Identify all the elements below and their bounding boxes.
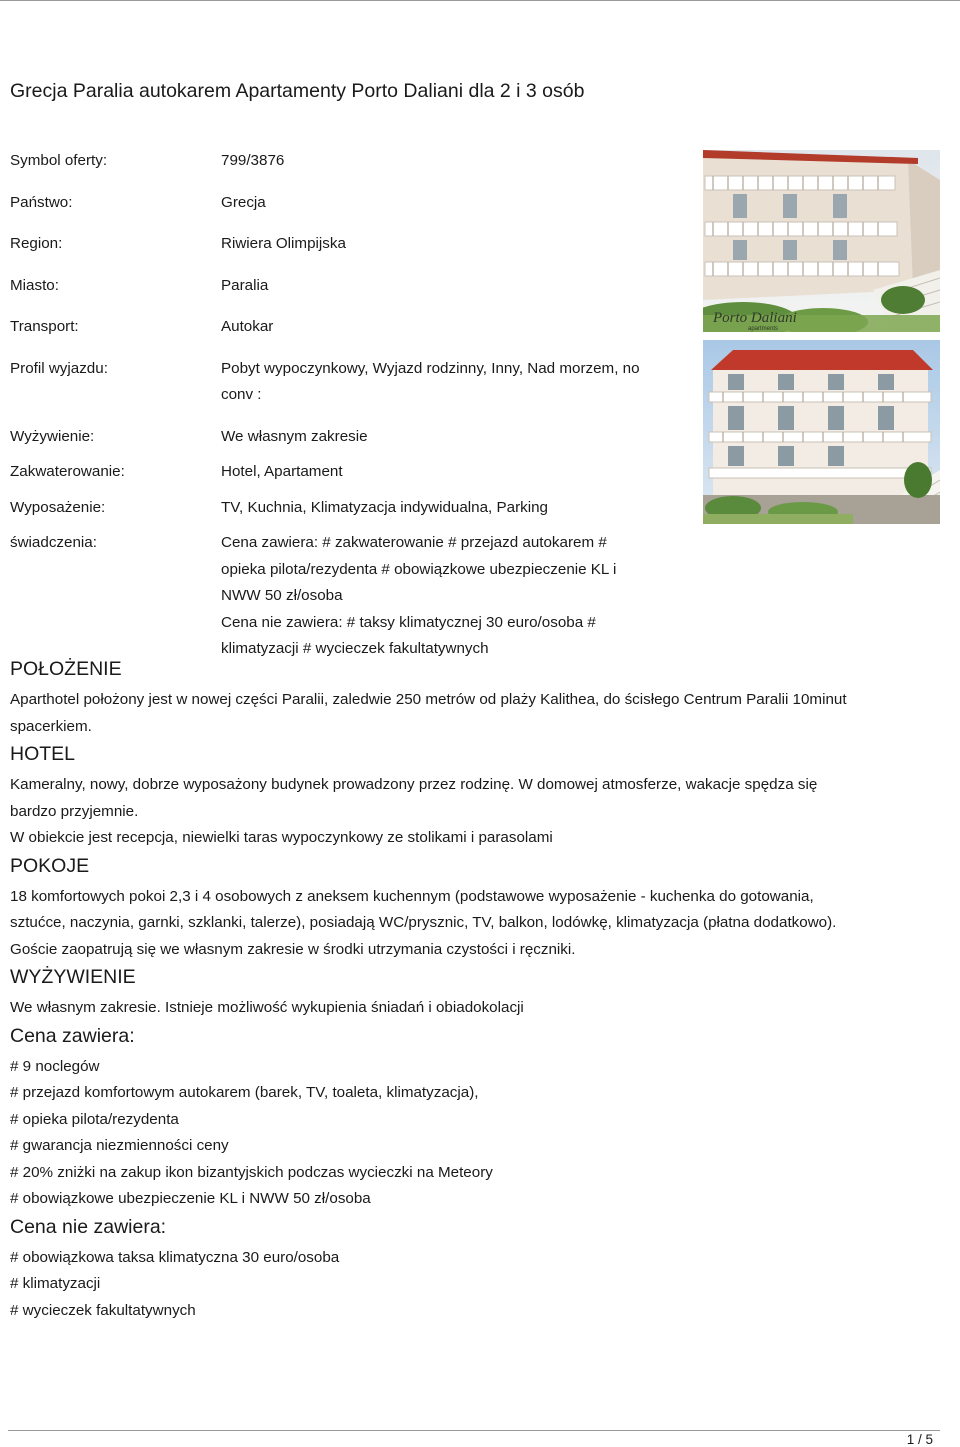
paragraph-pokoje-line: Goście zaopatrują się we własnym zakresie w środki utrzymania czystości i ręczniki. [10, 940, 576, 958]
section-heading-cena-zawiera: Cena zawiera: [10, 1024, 135, 1047]
spec-value-line: TV, Kuchnia, Klimatyzacja indywidualna, Parking [221, 498, 548, 516]
spec-label: Miasto: [10, 276, 59, 294]
paragraph-wyzywienie-line: We własnym zakresie. Istnieje możliwość wykupienia śniadań i obiadokolacji [10, 999, 524, 1016]
spec-row-profil [10, 356, 700, 409]
paragraph-pokoje-line: sztućce, naczynia, garnki, szklanki, talerze), posiadają WC/prysznic, TV, balkon, lodówkę, klimatyzacja (płatna dodatkowo). [10, 914, 837, 931]
list-item: # obowiązkowe ubezpieczenie KL i NWW 50 zł/osoba [10, 1190, 371, 1207]
page-number: 1 / 5 [906, 1432, 933, 1447]
spec-value-line: opieka pilota/rezydenta # obowiązkowe ubezpieczenie KL i [221, 560, 617, 578]
spec-row-wyposazenie [10, 495, 700, 522]
hotel-photo-building-front [703, 340, 940, 524]
paragraph-pokoje-line: 18 komfortowych pokoi 2,3 i 4 osobowych z aneksem kuchennym (podstawowe wyposażenie - kuchenka do gotowania, [10, 887, 814, 905]
spec-value-line: We własnym zakresie [221, 427, 368, 445]
spec-value-line: Cena nie zawiera: # taksy klimatycznej 30 euro/osoba # [221, 613, 596, 631]
spec-value [221, 231, 700, 258]
list-item: # 20% zniżki na zakup ikon bizantyjskich podczas wycieczki na Meteory [10, 1163, 493, 1181]
hotel-logo-text: Porto Daliani [713, 310, 797, 326]
spec-row-miasto [10, 273, 700, 300]
spec-row-transport [10, 314, 700, 341]
spec-value [221, 424, 700, 451]
spec-label: Wyposażenie: [10, 498, 106, 516]
paragraph-hotel-line: bardzo przyjemnie. [10, 802, 139, 820]
spec-value [221, 495, 700, 522]
spec-label: Wyżywienie: [10, 427, 95, 445]
paragraph-hotel-line: Kameralny, nowy, dobrze wyposażony budynek prowadzony przez rodzinę. W domowej atmosferze, wakacje spędza się [10, 776, 818, 793]
spec-value [221, 148, 700, 175]
spec-value-line: NWW 50 zł/osoba [221, 587, 343, 604]
spec-value [221, 459, 700, 486]
list-item: # klimatyzacji [10, 1275, 101, 1292]
list-item: # przejazd komfortowym autokarem (barek, TV, toaleta, klimatyzacja), [10, 1084, 479, 1101]
section-heading-pokoje: POKOJE [10, 854, 90, 877]
spec-value-line: 799/3876 [221, 152, 285, 169]
section-heading-cena-nie-zawiera: Cena nie zawiera: [10, 1215, 167, 1238]
spec-value [221, 356, 700, 409]
paragraph-hotel-line: W obiekcie jest recepcja, niewielki taras wypoczynkowy ze stolikami i parasolami [10, 829, 553, 846]
list-item: # 9 noclegów [10, 1057, 100, 1075]
spec-value-line: conv : [221, 386, 262, 403]
spec-value [221, 314, 700, 341]
spec-value-line: klimatyzacji # wycieczek fakultatywnych [221, 640, 489, 657]
offer-description [10, 655, 945, 1324]
spec-label: Zakwaterowanie: [10, 463, 125, 480]
spec-row-zakwaterowanie [10, 459, 700, 486]
spec-label: świadczenia: [10, 534, 97, 551]
section-heading-polozenie: POŁOŻENIE [10, 658, 122, 680]
spec-value-line: Riwiera Olimpijska [221, 235, 346, 252]
spec-value [221, 530, 700, 663]
spec-value-line: Cena zawiera: # zakwaterowanie # przejazd autokarem # [221, 534, 607, 551]
spec-value-line: Pobyt wypoczynkowy, Wyjazd rodzinny, Inny, Nad morzem, no [221, 359, 640, 377]
section-heading-hotel: HOTEL [10, 743, 76, 765]
spec-label: Region: [10, 235, 63, 252]
hotel-logo-subtext: apartments [748, 326, 779, 332]
hotel-photos [703, 150, 940, 524]
spec-value [221, 190, 700, 217]
hotel-photo-1-image [703, 150, 940, 332]
list-item: # obowiązkowa taksa klimatyczna 30 euro/osoba [10, 1248, 340, 1266]
spec-row-symbol [10, 148, 700, 175]
paragraph-polozenie-line: spacerkiem. [10, 717, 92, 735]
spec-label: Profil wyjazdu: [10, 359, 108, 377]
paragraph-polozenie-line: Aparthotel położony jest w nowej części Paralii, zaledwie 250 metrów od plaży Kalithea, do ścisłego Centrum Paralii 10minut [10, 691, 847, 708]
spec-value-line: Paralia [221, 276, 269, 294]
spec-row-wyzywienie [10, 424, 700, 451]
list-item: # opieka pilota/rezydenta [10, 1110, 179, 1128]
footer-rule [8, 1430, 940, 1431]
section-heading-wyzywienie: WYŻYWIENIE [10, 966, 136, 988]
spec-value [221, 273, 700, 300]
top-rule [0, 0, 960, 1]
list-item: # gwarancja niezmienności ceny [10, 1137, 229, 1154]
spec-row-region [10, 231, 700, 258]
hotel-photo-2-image [703, 340, 940, 524]
spec-label: Transport: [10, 318, 79, 335]
list-item: # wycieczek fakultatywnych [10, 1301, 196, 1319]
list-cena-nie-zawiera [10, 1245, 945, 1325]
page-title: Grecja Paralia autokarem Apartamenty Porto Daliani dla 2 i 3 osób [10, 80, 585, 102]
list-cena-zawiera [10, 1054, 945, 1213]
spec-label: Symbol oferty: [10, 152, 108, 169]
spec-label: Państwo: [10, 193, 73, 211]
spec-value-line: Autokar [221, 318, 274, 335]
spec-value-line: Hotel, Apartament [221, 463, 343, 480]
hotel-photo-building-side [703, 150, 940, 332]
spec-row-swiadczenia [10, 530, 700, 663]
spec-row-panstwo [10, 190, 700, 217]
offer-spec-table [10, 148, 700, 678]
spec-value-line: Grecja [221, 193, 266, 211]
